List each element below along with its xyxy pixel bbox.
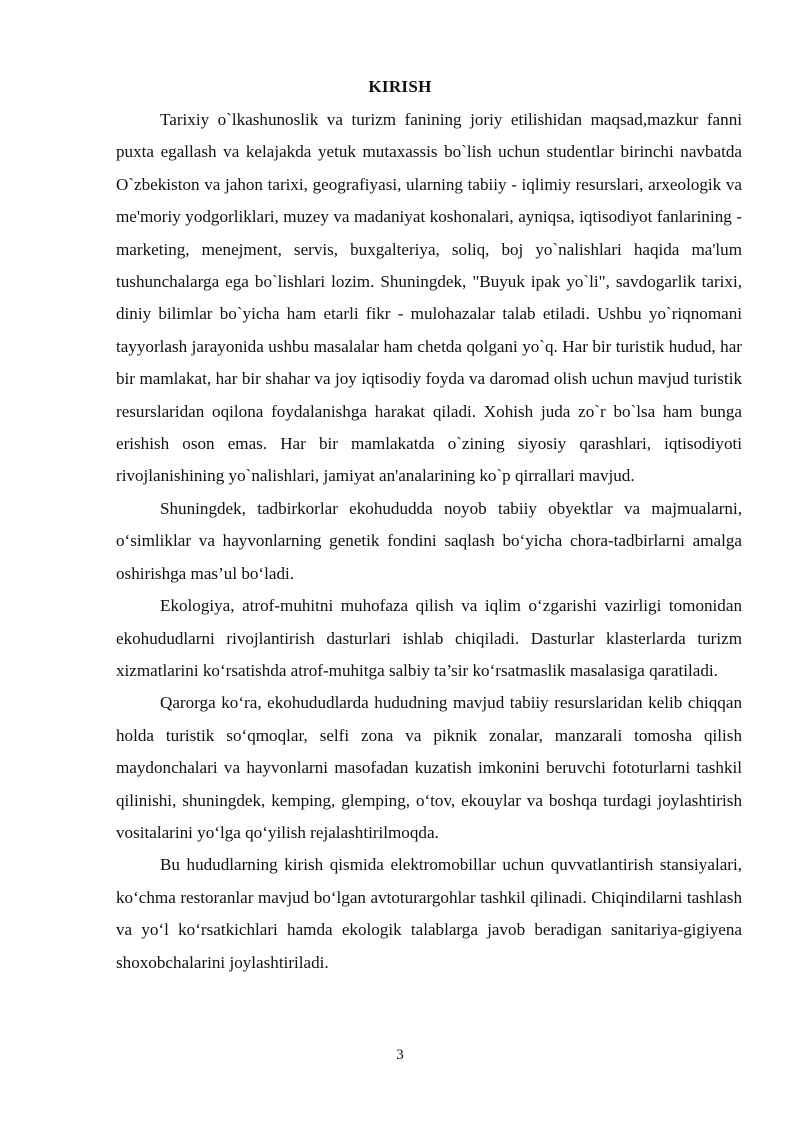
paragraph-intro: Tarixiy o`lkashunoslik va turizm fanining joriy etilishidan maqsad,mazkur fanni puxta egallash va kelajakda yetuk mutaxassis bo`lish uchun studentlar birinchi navbatda O`zbekiston va jahon tarixi, geografiyasi, ularning tabiiy - iqlimiy resurslari, arxeologik va me'moriy yodgorliklari, muzey va madaniyat koshonalari, ayniqsa, iqtisodiyot fanlarining - marketing, menejment, servis, buxgalteriya, soliq, boj yo`nalishlari haqida ma'lum tushunchalarga ega bo`lishlari lozim. Shuningdek, "Buyuk ipak yo`li", savdogarlik tarixi, diniy bilimlar bo`yicha ham etarli fikr - mulohazalar talab etiladi. Ushbu yo`riqnomani tayyorlash jarayonida ushbu masalalar ham chetda qolgani yo`q. Har bir turistik hudud, har bir mamlakat, har bir shahar va joy iqtisodiy foyda va daromad olish uchun mavjud turistik resurslaridan oqilona foydalanishga harakat qiladi. Xohish juda zo`r bo`lsa ham bunga erishish oson emas. Har bir mamlakatda o`zining siyosiy qarashlari, iqtisodiyoti rivojlanishining yo`nalishlari, jamiyat an'analarining ko`p qirrallari mavjud. <box>116 110 742 486</box>
paragraph-entrepreneurs: Shuningdek, tadbirkorlar ekohududda noyob tabiiy obyektlar va majmualarni, o‘simliklar va hayvonlarning genetik fondini saqlash bo‘yicha chora-tadbirlarni amalga oshirishga mas’ul bo‘ladi. <box>116 498 742 583</box>
section-title: KIRISH <box>368 77 432 96</box>
paragraph-entrance-infrastructure: Bu hududlarning kirish qismida elektromobillar uchun quvvatlantirish stansiyalari, ko‘chma restoranlar mavjud bo‘lgan avtoturargohlar tashkil qilinadi. Chiqindilarni tashlash va yo‘l ko‘rsatkichlari hamda ekologik talablarga javob beradigan sanitariya-gigiyena shoxobchalarini joylashtiriladi. <box>116 855 742 972</box>
paragraph-ecology-ministry: Ekologiya, atrof-muhitni muhofaza qilish va iqlim o‘zgarishi vazirligi tomonidan ekohududlarni rivojlantirish dasturlari ishlab chiqiladi. Dasturlar klasterlarda turizm xizmatlarini ko‘rsatishda atrof-muhitga salbiy ta’sir ko‘rsatmaslik masalasiga qaratiladi. <box>116 596 742 680</box>
page-number: 3 <box>396 1047 404 1063</box>
paragraph-decision: Qarorga ko‘ra, ekohududlarda hududning mavjud tabiiy resurslaridan kelib chiqqan holda turistik so‘qmoqlar, selfi zona va piknik zonalar, manzarali tomosha qilish maydonchalari va hayvonlarni masofadan kuzatish imkonini beruvchi fototurlarni tashkil qilinishi, shuningdek, kemping, glemping, o‘tov, ekouylar va boshqa turdagi joylashtirish vositalarini yo‘lga qo‘yilish rejalashtirilmoqda. <box>116 693 742 842</box>
body-text <box>116 104 742 979</box>
